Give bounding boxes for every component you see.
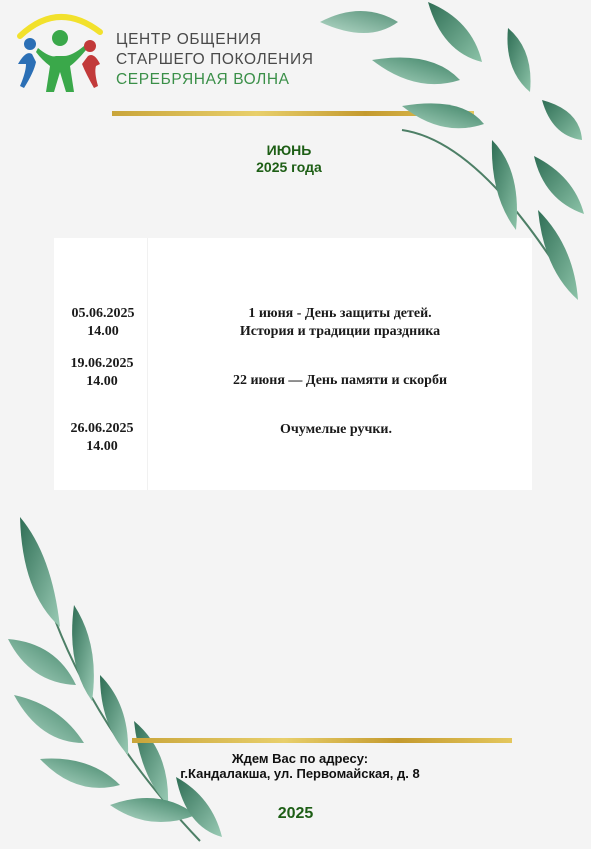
month-year: 2025 года	[256, 159, 322, 175]
event-date-value: 05.06.2025	[71, 306, 135, 321]
event-title-line: 22 июня — День памяти и скорби	[232, 373, 448, 388]
organization-name	[116, 30, 314, 90]
address-block	[120, 751, 480, 781]
event-title-line: 1 июня - День защиты детей.	[248, 306, 432, 321]
event-date-value: 19.06.2025	[70, 356, 134, 371]
event-title-line: История и традиции праздника	[239, 324, 441, 339]
event-date-value: 26.06.2025	[70, 421, 134, 436]
gold-divider-bottom	[132, 738, 512, 743]
event-title	[190, 305, 490, 341]
event-title	[190, 372, 490, 390]
event-date	[48, 305, 158, 341]
event-time-value: 14.00	[86, 374, 118, 389]
org-line-1: ЦЕНТР ОБЩЕНИЯ	[116, 31, 262, 48]
address-text: г.Кандалакша, ул. Первомайская, д. 8	[180, 766, 420, 781]
event-title-line: Очумелые ручки.	[280, 422, 392, 437]
address-intro: Ждем Вас по адресу:	[231, 751, 369, 766]
org-line-3: СЕРЕБРЯНАЯ ВОЛНА	[116, 71, 290, 88]
leaves-decoration-bottom	[0, 515, 230, 849]
org-line-2: СТАРШЕГО ПОКОЛЕНИЯ	[116, 51, 314, 68]
logo-icon	[10, 6, 106, 98]
month-name: ИЮНЬ	[266, 142, 312, 158]
event-time-value: 14.00	[86, 439, 118, 454]
event-title	[186, 421, 486, 439]
event-date	[47, 355, 157, 391]
events-table	[54, 238, 532, 490]
footer-year: 2025	[277, 805, 314, 822]
month-heading	[0, 142, 578, 176]
event-date	[47, 420, 157, 456]
event-time-value: 14.00	[87, 324, 119, 339]
